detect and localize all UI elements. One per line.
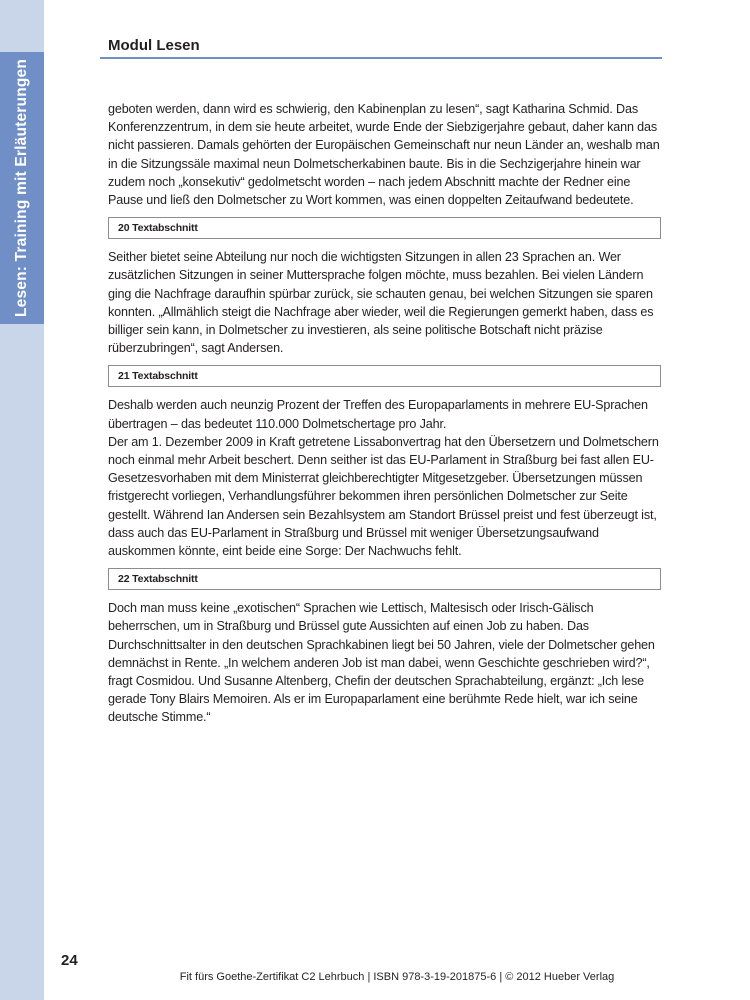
paragraph-1: geboten werden, dann wird es schwierig, den Kabinenplan zu lesen“, sagt Katharina Schmid. Das Konferenzzentrum, in dem sie heute arbeitet, wurde Ende der Siebzigerjahre gebaut, daher kann das nicht passieren. Damals gehörten der Europäischen Gemeinschaft nur neun Länder an, weshalb man in die Sitzungssäle maximal neun Dolmetscherkabinen baute. Bis in die Sechzigerjahre hinein war zudem noch „konsekutiv“ gedolmetscht worden – nach jedem Abschnitt machte der Redner eine Pause und ließ den Dolmetscher zu Wort kommen, was einen doppelten Zeitaufwand bedeutete. [108,102,660,208]
paragraph-4: Doch man muss keine „exotischen“ Sprachen wie Lettisch, Maltesisch oder Irisch-Gälisch beherrschen, um in Straßburg und Brüssel gute Aussichten auf einen Job zu haben. Das Durchschnittsalter in den deutschen Sprachkabinen liegt bei 50 Jahren, viele der Dolmetscher gehen demnächst in Rente. „In welchem anderen Job ist man dabei, wenn Geschichte geschrieben wird?“, fragt Cosmidou. Und Susanne Altenberg, Chefin der deutschen Sprachabteilung, ergänzt: „Ich lese gerade Tony Blairs Memoiren. Als er im Europaparlament eine berühmte Rede hielt, war ich seine deutsche Stimme.“ [108,601,655,725]
section-header-label: 20 Textabschnitt [118,222,198,235]
main-content [108,100,661,727]
section-header-20 [108,217,661,239]
section-header-22 [108,568,661,590]
paragraph-3b: Der am 1. Dezember 2009 in Kraft getretene Lissabonvertrag hat den Übersetzern und Dolmetschern noch einmal mehr Arbeit beschert. Denn seither ist das EU-Parlament in Straßburg bei fast allen EU-Gesetzesvorhaben mit dem Ministerrat gleichberechtigter Mitgesetzgeber. Übersetzungen müssen fristgerecht vorliegen, Verhandlungsführer bekommen ihren persönlichen Dolmetscher zur Seite gestellt. Während Ian Andersen sein Bezahlsystem am Standort Brüssel preist und fest überzeugt ist, dass auch das EU-Parlament in Straßburg und Brüssel mit weniger Übersetzungsaufwand auskommen könnte, eint beide eine Sorge: Der Nachwuchs fehlt. [108,434,659,559]
footer-text: Fit fürs Goethe-Zertifikat C2 Lehrbuch | ISBN 978-3-19-201875-6 | © 2012 Hueber Verlag [179,971,615,983]
page-number: 24 [61,952,78,969]
header-divider [100,57,662,59]
sidebar-label: Lesen: Training mit Erläuterungen [13,58,30,318]
section-header-label: 22 Textabschnitt [118,573,198,586]
page-header-title: Modul Lesen [108,37,200,54]
section-header-21 [108,365,661,387]
section-header-label: 21 Textabschnitt [118,370,198,383]
sidebar [0,0,44,1000]
paragraph-3a: Deshalb werden auch neunzig Prozent der Treffen des Europaparlaments in mehrere EU-Sprachen übertragen – das bedeutet 110.000 Dolmetschertage pro Jahr. [108,398,648,431]
paragraph-2: Seither bietet seine Abteilung nur noch die wichtigsten Sitzungen in allen 23 Sprachen an. Wer zusätzlichen Sitzungen in seiner Muttersprache folgen möchte, muss bezahlen. Bei vielen Ländern ging die Nachfrage daraufhin spürbar zurück, sie schauten genau, bei welchen Sitzungen sie sparen konnten. „Allmählich steigt die Nachfrage aber wieder, weil die Regierungen gemerkt haben, dass es billiger sein kann, in Dolmetscher zu investieren, als seine politische Botschaft nicht präzise rüberzubringen“, sagt Andersen. [108,250,654,356]
